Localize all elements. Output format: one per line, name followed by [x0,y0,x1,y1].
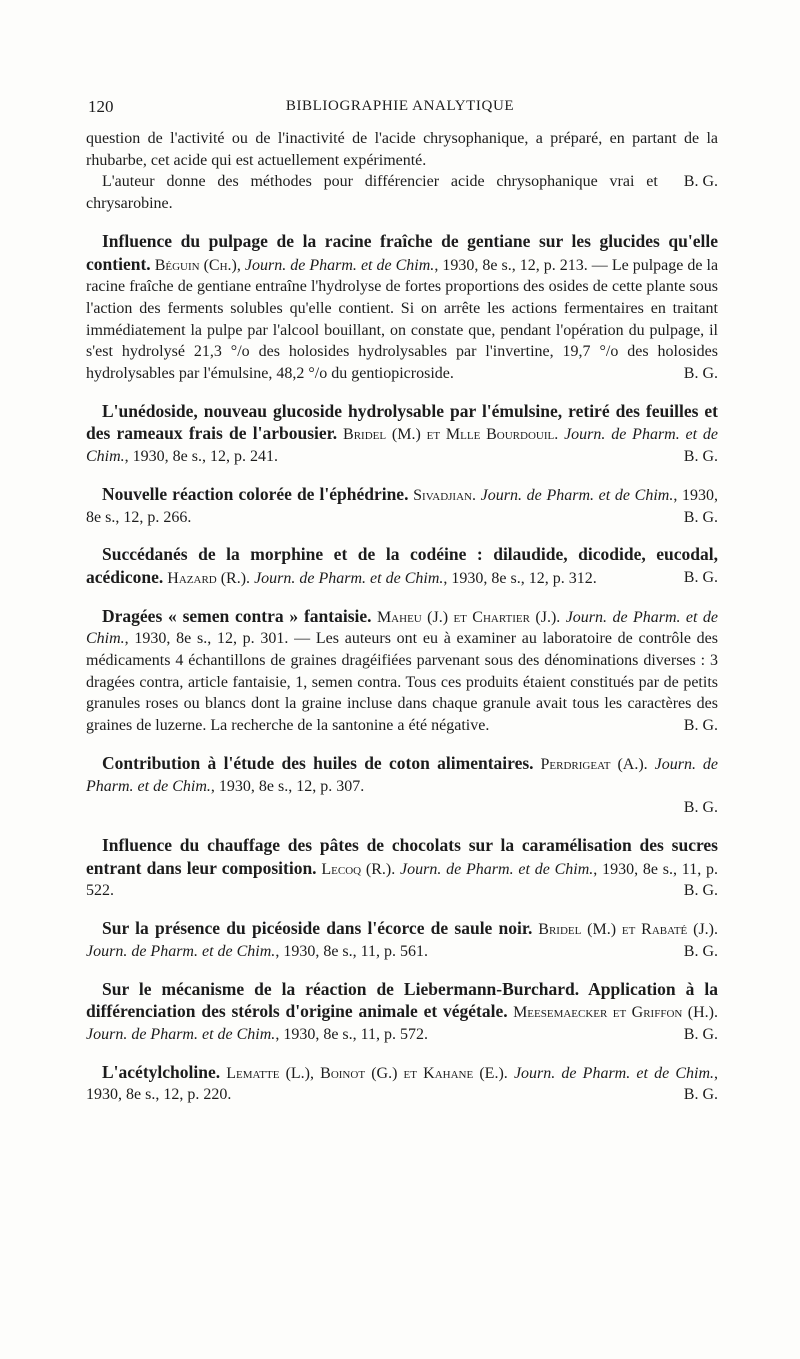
entry-journal: Journ. de Pharm. et de Chim. [400,860,594,878]
entry-journal: Journ. de Pharm. et de Chim. [86,608,719,648]
entry-signature: B. G. [683,448,718,466]
entry-author: Bridel (M.) et Mlle Bourdouil. [343,426,559,444]
entry-journal: Journ. de Pharm. et de Chim. [244,256,435,274]
entry-citation: , 1930, 8e s., 12, p. 220. [86,1064,718,1104]
bibliography-entry [86,753,718,819]
entry-title: L'unédoside, nouveau glucoside hydrolysable par l'émulsine, retiré des feuilles et des rameaux frais de l'arbousier. [86,400,718,444]
entry-title: Sur le mécanisme de la réaction de Liebermann-Burchard. Application à la différenciation des stérols d'origine animale et végétale. [86,978,718,1022]
entry-title: Succédanés de la morphine et de la codéine : dilaudide, dicodide, eucodal, acédicone. [86,544,718,587]
entry-author: Maheu (J.) et Chartier (J.). [376,608,561,626]
entry-title: L'acétylcholine. [102,1061,221,1082]
abstract-text [86,171,718,214]
entry-citation: , 1930, 8e s., 12, p. 266. [86,486,719,526]
entry-signature: B. G. [683,882,718,900]
entry-title: Influence du chauffage des pâtes de chocolats sur la caramélisation des sucres entrant dans leur composition. [86,834,718,878]
continued-abstract [86,128,718,215]
abstract-text-end: L'auteur donne des méthodes pour différencier acide chrysophanique vrai et chrysarobine. [86,173,658,213]
entry-title: Influence du pulpage de la racine fraîche de gentiane sur les glucides qu'elle contient. [86,230,718,274]
entry-citation: , 1930, 8e s., 12, p. 213. [434,256,588,274]
running-title: BIBLIOGRAPHIE ANALYTIQUE [285,98,515,114]
abstract-text: question de l'activité ou de l'inactivité de l'acide chrysophanique, a préparé, en partant de la rhubarbe, cet acide qui est actuellement expérimenté. [86,130,718,169]
bibliography-entry [86,401,718,468]
entry-journal: Journ. de Pharm. et de Chim. [513,1064,714,1082]
entry-author: Bridel (M.) et Rabaté (J.). [538,921,719,939]
entry-abstract: — Les auteurs ont eu à examiner au laboratoire de contrôle des médicaments 4 échantillons de graines dragéifiées parvenant sous des dénominations diverses : 3 dragées contra, article fantaisie, 1, semen contra. Tous ces produits étaient constitués par de petits granules roses ou blancs dont la graine incluse dans chaque granule avait tous les caractères des graines de luzerne. La recherche de la santonine a été négative. [86,630,719,735]
entry-citation: , 1930, 8e s., 11, p. 572. [275,1025,429,1043]
entry-signature: B. G. [683,365,718,383]
bibliography-entry [86,835,718,902]
entry-title: Contribution à l'étude des huiles de coton alimentaires. [102,752,534,773]
entry-citation: , 1930, 8e s., 12, p. 301. [124,630,289,648]
entry-author: Perdrigeat (A.). [540,755,648,773]
entry-citation: , 1930, 8e s., 12, p. 307. [210,777,365,795]
entry-signature: B. G. [683,568,718,586]
bibliography-entry [86,918,718,962]
bibliography-entry [86,484,718,528]
entry-title: Nouvelle réaction colorée de l'éphédrine. [102,483,409,504]
entry-journal: Journ. de Pharm. et de Chim. [86,942,276,960]
entry-author: Hazard (R.). [167,569,251,587]
bibliography-entry [86,544,718,589]
entry-author: Lecoq (R.). [321,860,396,878]
entry-citation: , 1930, 8e s., 11, p. 522. [86,860,719,900]
bibliography-entry [86,1062,718,1106]
entry-signature: B. G. [683,1086,718,1104]
bibliography-entry [86,606,718,737]
bibliography-entry [86,979,718,1046]
entry-journal: Journ. de Pharm. et de Chim. [86,1025,276,1043]
entry-author: Béguin (Ch.), [154,256,241,274]
entry-journal: Journ. de Pharm. et de Chim. [86,426,719,466]
entry-author: Lematte (L.), Boinot (G.) et Kahane (E.). [226,1064,508,1082]
entry-journal: Journ. de Pharm. et de Chim. [480,486,674,504]
entry-author: Meesemaecker et Griffon (H.). [513,1004,718,1022]
entry-title: Sur la présence du picéoside dans l'écorce de saule noir. [102,918,533,939]
entry-citation: , 1930, 8e s., 12, p. 241. [124,448,278,466]
abstract-signature: B. G. [683,173,718,191]
entry-signature: B. G. [683,717,718,735]
running-header [88,97,712,119]
entry-signature: B. G. [683,799,718,817]
page-number: 120 [88,97,114,116]
entry-signature: B. G. [683,508,718,526]
entry-journal: Journ. de Pharm. et de Chim. [86,755,719,795]
bibliography-entry [86,231,718,385]
entry-abstract: — Le pulpage de la racine fraîche de gentiane entraîne l'hydrolyse de fortes proportions des osides de cette plante sous l'action des ferments solubles qu'elle contient. Si on arrête les actions fermentaires en traitant immédiatement la pulpe par l'alcool bouillant, on constate que, pendant l'opération du pulpage, il s'est hydrolysé 21,3 °/o des holosides hydrolysables par l'invertine, 19,7 °/o des holosides hydrolysables par l'émulsine, 48,2 °/o du gentiopicroside. [86,256,719,383]
bibliography-body [86,128,718,1106]
entry-signature: B. G. [683,942,718,960]
entry-citation: , 1930, 8e s., 12, p. 312. [443,569,597,587]
entry-journal: Journ. de Pharm. et de Chim. [254,569,444,587]
entry-author: Sivadjian. [413,486,476,504]
entry-citation: , 1930, 8e s., 11, p. 561. [275,942,429,960]
entry-title: Dragées « semen contra » fantaisie. [102,605,372,626]
entry-signature: B. G. [683,1025,718,1043]
